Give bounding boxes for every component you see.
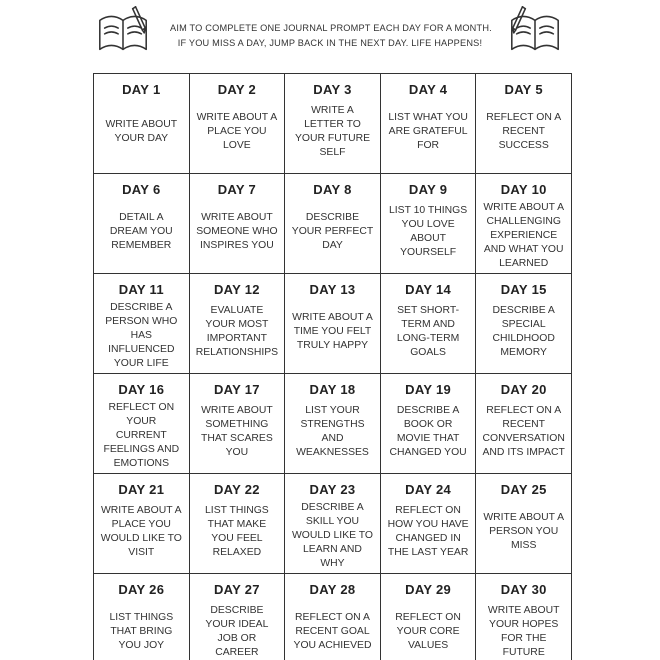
- day-cell: [94, 474, 190, 574]
- day-prompt: WRITE ABOUT YOUR DAY: [105, 119, 178, 144]
- day-cell: [190, 274, 286, 374]
- day-cell: [94, 174, 190, 274]
- day-label: DAY 21: [118, 482, 165, 497]
- day-prompt: LIST YOUR STRENGTHS AND WEAKNESSES: [296, 405, 369, 458]
- day-label: DAY 26: [118, 582, 165, 597]
- day-prompt: REFLECT ON A RECENT GOAL YOU ACHIEVED: [293, 612, 372, 651]
- day-cell: [285, 274, 381, 374]
- day-label: DAY 9: [408, 182, 448, 197]
- day-prompt: LIST 10 THINGS YOU LOVE ABOUT YOURSELF: [389, 205, 468, 258]
- day-label: DAY 20: [500, 382, 547, 397]
- day-prompt: REFLECT ON A RECENT SUCCESS: [486, 112, 562, 151]
- day-prompt: WRITE ABOUT YOUR HOPES FOR THE FUTURE: [487, 605, 560, 658]
- day-cell: [190, 474, 286, 574]
- day-prompt: DESCRIBE A BOOK OR MOVIE THAT CHANGED YOU: [389, 405, 467, 458]
- day-prompt: REFLECT ON HOW YOU HAVE CHANGED IN THE LAST YEAR: [387, 505, 469, 558]
- day-prompt: LIST THINGS THAT BRING YOU JOY: [109, 612, 174, 651]
- day-label: DAY 8: [313, 182, 352, 197]
- day-cell: [285, 474, 381, 574]
- day-cell: [190, 374, 286, 474]
- day-label: DAY 23: [309, 482, 356, 497]
- day-prompt: WRITE ABOUT A PERSON YOU MISS: [483, 512, 564, 551]
- day-cell: [381, 474, 477, 574]
- day-cell: [94, 274, 190, 374]
- day-label: DAY 14: [405, 282, 452, 297]
- day-label: DAY 27: [213, 582, 260, 597]
- day-label: DAY 10: [500, 182, 547, 197]
- day-prompt: DESCRIBE A PERSON WHO HAS INFLUENCED YOUR LIFE: [105, 302, 178, 369]
- day-cell: [190, 574, 286, 660]
- day-label: DAY 15: [500, 282, 547, 297]
- day-prompt: SET SHORT-TERM AND LONG-TERM GOALS: [396, 305, 460, 358]
- day-cell: [381, 74, 477, 174]
- day-prompt: DESCRIBE A SPECIAL CHILDHOOD MEMORY: [492, 305, 555, 358]
- day-cell: [190, 74, 286, 174]
- day-prompt: DESCRIBE YOUR IDEAL JOB OR CAREER: [205, 605, 269, 658]
- day-cell: [381, 374, 477, 474]
- day-cell: [476, 374, 572, 474]
- day-label: DAY 1: [122, 82, 161, 97]
- day-cell: [381, 174, 477, 274]
- day-prompt: DESCRIBE YOUR PERFECT DAY: [291, 212, 374, 251]
- day-label: DAY 28: [309, 582, 356, 597]
- day-prompt: LIST THINGS THAT MAKE YOU FEEL RELAXED: [205, 505, 269, 558]
- day-prompt: REFLECT ON YOUR CURRENT FEELINGS AND EMOTIONS: [103, 402, 180, 469]
- day-label: DAY 25: [500, 482, 547, 497]
- day-label: DAY 30: [500, 582, 547, 597]
- day-cell: [285, 574, 381, 660]
- day-label: DAY 18: [309, 382, 356, 397]
- day-cell: [381, 574, 477, 660]
- day-cell: [381, 274, 477, 374]
- day-label: DAY 17: [213, 382, 260, 397]
- day-label: DAY 11: [118, 282, 164, 297]
- day-label: DAY 4: [408, 82, 448, 97]
- day-label: DAY 22: [213, 482, 260, 497]
- instructions-line-1: AIM TO COMPLETE ONE JOURNAL PROMPT EACH DAY FOR A MONTH.: [170, 23, 492, 33]
- day-prompt: WRITE ABOUT SOMEONE WHO INSPIRES YOU: [196, 212, 278, 251]
- day-cell: [94, 74, 190, 174]
- day-label: DAY 16: [118, 382, 165, 397]
- day-prompt: WRITE A LETTER TO YOUR FUTURE SELF: [294, 105, 371, 158]
- day-label: DAY 19: [405, 382, 452, 397]
- day-prompt: DETAIL A DREAM YOU REMEMBER: [109, 212, 173, 251]
- day-label: DAY 6: [122, 182, 161, 197]
- day-cell: [476, 174, 572, 274]
- header: [0, 0, 660, 72]
- day-cell: [94, 374, 190, 474]
- day-prompt: WRITE ABOUT A PLACE YOU LOVE: [196, 112, 278, 151]
- day-prompt: WRITE ABOUT A TIME YOU FELT TRULY HAPPY: [292, 312, 373, 351]
- day-prompt: REFLECT ON YOUR CORE VALUES: [395, 612, 461, 651]
- day-label: DAY 7: [217, 182, 257, 197]
- prompt-grid: [93, 73, 572, 660]
- day-cell: [476, 574, 572, 660]
- day-prompt: REFLECT ON A RECENT CONVERSATION AND ITS IMPACT: [482, 405, 565, 458]
- day-label: DAY 2: [217, 82, 257, 97]
- day-prompt: EVALUATE YOUR MOST IMPORTANT RELATIONSHIPS: [195, 305, 279, 358]
- day-prompt: WRITE ABOUT SOMETHING THAT SCARES YOU: [200, 405, 273, 458]
- day-label: DAY 12: [213, 282, 260, 297]
- day-cell: [476, 474, 572, 574]
- day-label: DAY 13: [309, 282, 356, 297]
- day-label: DAY 5: [504, 82, 543, 97]
- day-cell: [190, 174, 286, 274]
- day-cell: [476, 74, 572, 174]
- day-prompt: DESCRIBE A SKILL YOU WOULD LIKE TO LEARN AND WHY: [291, 502, 373, 569]
- day-cell: [285, 74, 381, 174]
- open-book-pen-icon: [94, 2, 152, 58]
- day-cell: [285, 174, 381, 274]
- day-label: DAY 24: [405, 482, 452, 497]
- day-prompt: LIST WHAT YOU ARE GRATEFUL FOR: [388, 112, 468, 151]
- day-label: DAY 29: [405, 582, 452, 597]
- day-prompt: WRITE ABOUT A CHALLENGING EXPERIENCE AND WHAT YOU LEARNED: [483, 202, 564, 269]
- day-cell: [285, 374, 381, 474]
- open-book-pen-icon: [506, 2, 564, 58]
- day-label: DAY 3: [313, 82, 352, 97]
- instructions-line-2: IF YOU MISS A DAY, JUMP BACK IN THE NEXT DAY. LIFE HAPPENS!: [177, 38, 483, 48]
- day-cell: [94, 574, 190, 660]
- day-cell: [476, 274, 572, 374]
- day-prompt: WRITE ABOUT A PLACE YOU WOULD LIKE TO VISIT: [100, 505, 182, 558]
